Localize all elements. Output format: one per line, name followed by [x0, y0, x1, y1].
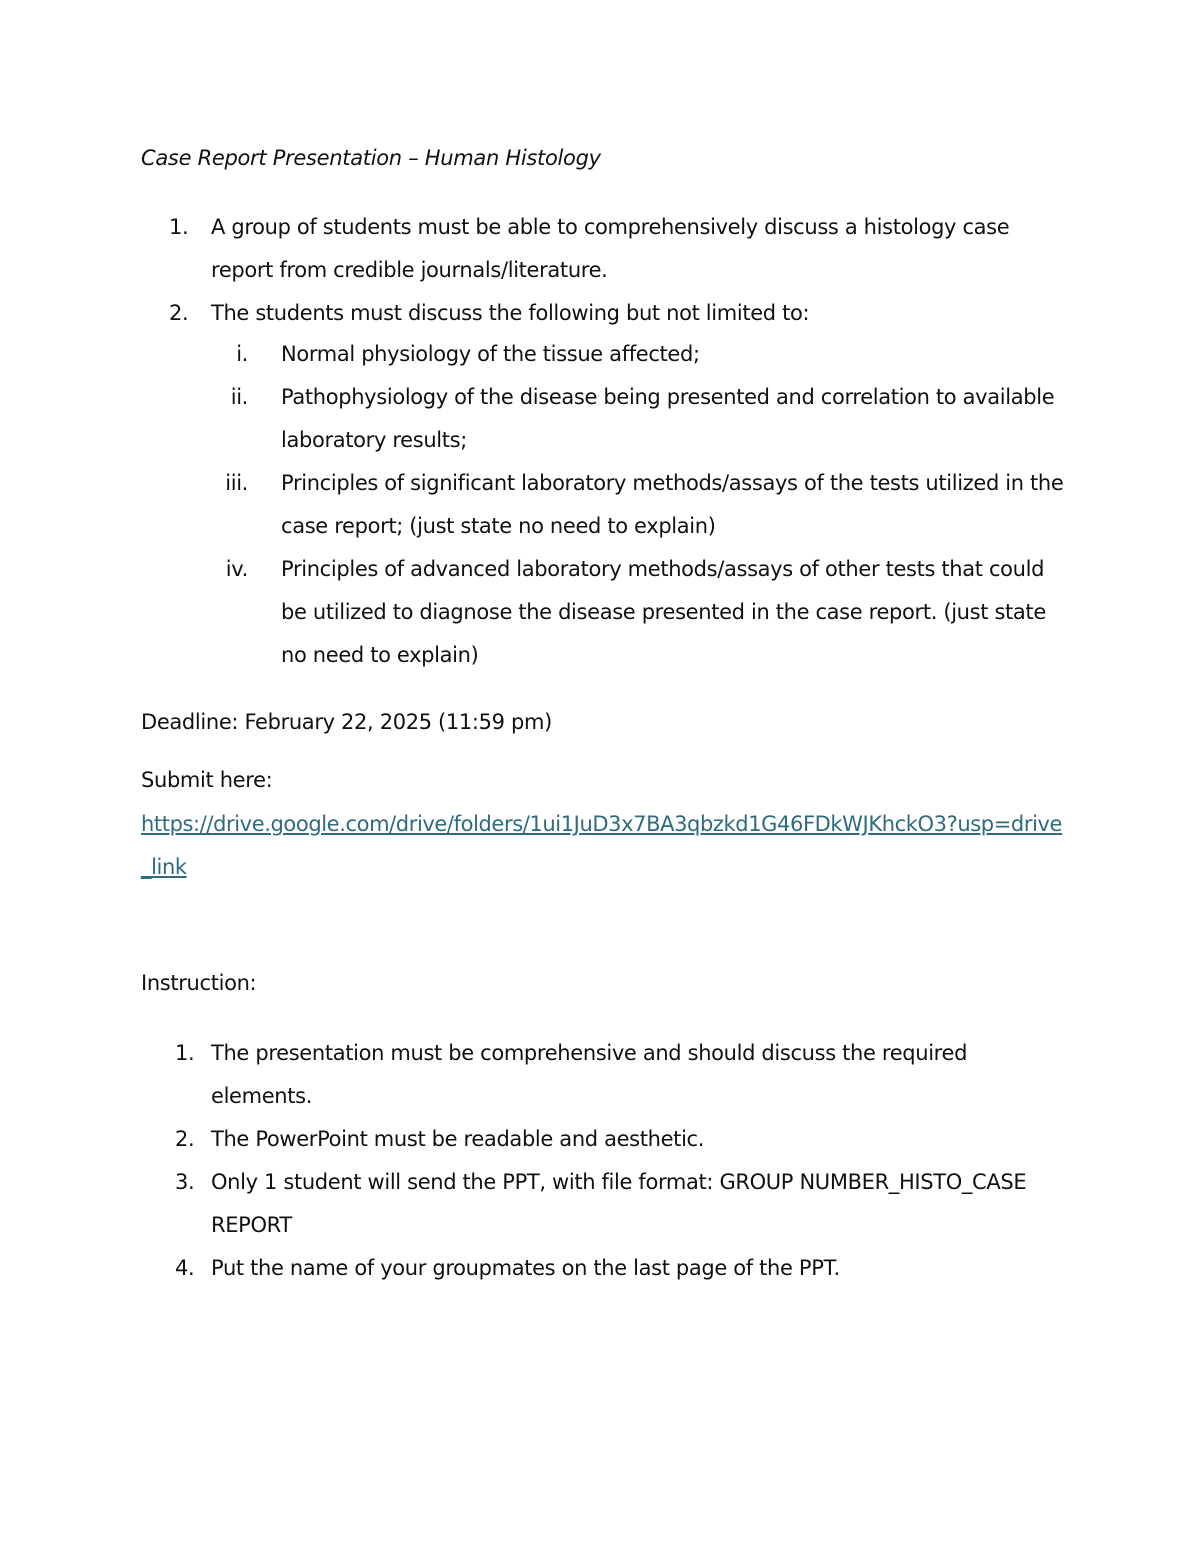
- list-item: [141, 206, 1071, 292]
- list-item-text: The presentation must be comprehensive and should discuss the required elements.: [211, 1041, 968, 1108]
- list-item: [141, 548, 1081, 677]
- list-number: 2.: [175, 1127, 195, 1151]
- deadline-text: Deadline: February 22, 2025 (11:59 pm): [141, 710, 552, 734]
- requirements-list: [141, 206, 1071, 335]
- list-number: 3.: [175, 1170, 195, 1194]
- list-item-text: Put the name of your groupmates on the last page of the PPT.: [211, 1256, 840, 1280]
- list-item-text: Normal physiology of the tissue affected;: [281, 342, 700, 366]
- document-title: Case Report Presentation – Human Histology: [141, 146, 601, 170]
- list-number: 1.: [175, 1041, 195, 1065]
- list-item: [141, 1161, 1071, 1247]
- list-number: 2.: [169, 301, 189, 325]
- list-number: ii.: [230, 385, 248, 409]
- list-item: [141, 376, 1081, 462]
- list-item: [141, 462, 1081, 548]
- list-item-text: Principles of significant laboratory methods/assays of the tests utilized in the case report; (just state no need to explain): [281, 471, 1064, 538]
- list-number: iii.: [225, 471, 248, 495]
- list-item-text: Principles of advanced laboratory methods/assays of other tests that could be utilized to diagnose the disease presented in the case report. (just state no need to explain): [281, 557, 1046, 667]
- submission-link[interactable]: https://drive.google.com/drive/folders/1ui1JuD3x7BA3qbzkd1G46FDkWJKhckO3?usp=drive_link: [141, 812, 1063, 879]
- list-item-text: Pathophysiology of the disease being presented and correlation to available laboratory results;: [281, 385, 1055, 452]
- list-item: [141, 1247, 1071, 1290]
- list-item-text: A group of students must be able to comprehensively discuss a histology case report from credible journals/literature.: [211, 215, 1010, 282]
- list-item: [141, 333, 1081, 376]
- list-number: 1.: [169, 215, 189, 239]
- instruction-heading: Instruction:: [141, 971, 257, 995]
- list-item-text: The students must discuss the following but not limited to:: [211, 301, 810, 325]
- submit-label: Submit here:: [141, 768, 273, 792]
- list-number: i.: [236, 342, 248, 366]
- instructions-list: [141, 1032, 1071, 1290]
- list-item-text: The PowerPoint must be readable and aesthetic.: [211, 1127, 705, 1151]
- list-item-text: Only 1 student will send the PPT, with file format: GROUP NUMBER_HISTO_CASE REPORT: [211, 1170, 1027, 1237]
- list-number: 4.: [175, 1256, 195, 1280]
- list-item: [141, 292, 1071, 335]
- list-item: [141, 1032, 1071, 1118]
- discussion-topics-list: [141, 333, 1081, 677]
- list-number: iv.: [225, 557, 248, 581]
- list-item: [141, 1118, 1071, 1161]
